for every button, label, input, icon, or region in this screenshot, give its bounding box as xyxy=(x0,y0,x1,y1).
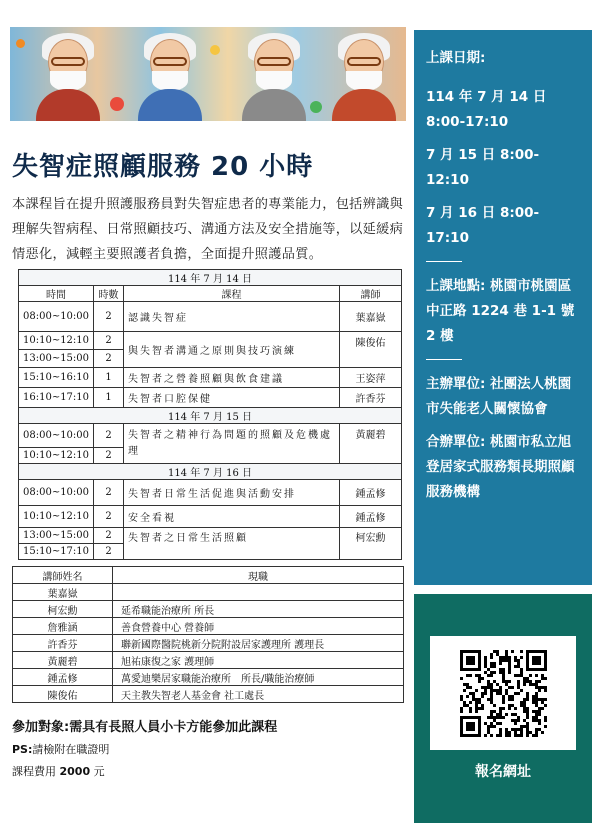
table-row xyxy=(13,635,404,652)
table-row xyxy=(13,652,404,669)
hours-cell: 1 xyxy=(94,368,124,388)
elderly-painter-figure xyxy=(238,33,310,121)
job-cell: 旭祐康復之家 護理師 xyxy=(113,652,404,669)
date-2: 7 月 15 日 8:00-12:10 xyxy=(426,147,540,188)
teacher-cell: 柯宏勳 xyxy=(340,528,402,560)
job-cell: 善食營養中心 營養師 xyxy=(113,618,404,635)
course-cell: 失智者之精神行為問題的照顧及危機處理 xyxy=(124,424,340,464)
teacher-cell: 黃麗碧 xyxy=(340,424,402,464)
table-row xyxy=(13,601,404,618)
fee-amount: 2000 xyxy=(59,765,91,778)
hours-cell: 1 xyxy=(94,388,124,408)
time-cell: 15:10~16:10 xyxy=(19,368,94,388)
fee-unit: 元 xyxy=(90,765,105,778)
teacher-cell: 葉嘉嶽 xyxy=(340,302,402,332)
ps-note xyxy=(12,741,277,757)
time-cell: 13:00~15:00 xyxy=(19,528,94,544)
time-cell: 16:10~17:10 xyxy=(19,388,94,408)
qr-code-icon[interactable] xyxy=(430,636,576,750)
elderly-painter-figure xyxy=(32,33,104,121)
date-3: 7 月 16 日 8:00-17:10 xyxy=(426,205,540,246)
instructor-table xyxy=(12,566,404,703)
course-cell: 認識失智症 xyxy=(124,302,340,332)
table-row xyxy=(13,669,404,686)
name-cell: 葉嘉嶽 xyxy=(13,584,113,601)
time-cell: 08:00~10:00 xyxy=(19,480,94,506)
elderly-painter-figure xyxy=(134,33,206,121)
time-cell: 15:10~17:10 xyxy=(19,544,94,560)
course-cell: 安全看視 xyxy=(124,506,340,528)
hours-cell: 2 xyxy=(94,332,124,350)
hours-cell: 2 xyxy=(94,448,124,464)
table-row xyxy=(19,332,402,350)
table-row xyxy=(19,302,402,332)
ps-label: PS: xyxy=(12,743,33,756)
course-cell: 與失智者溝通之原則與技巧演練 xyxy=(124,332,340,368)
register-link-label[interactable]: 報名網址 xyxy=(475,764,531,780)
hours-cell: 2 xyxy=(94,506,124,528)
teacher-cell: 陳俊佑 xyxy=(340,332,402,368)
fee-label: 課程費用 xyxy=(12,765,60,778)
table-row xyxy=(19,424,402,448)
name-cell: 陳俊佑 xyxy=(13,686,113,703)
column-header: 時間 xyxy=(19,286,94,302)
qr-code-box[interactable] xyxy=(430,636,576,750)
table-row xyxy=(19,506,402,528)
dates-label: 上課日期: xyxy=(426,50,486,66)
time-cell: 08:00~10:00 xyxy=(19,302,94,332)
hours-cell: 2 xyxy=(94,350,124,368)
teacher-cell: 鍾孟修 xyxy=(340,506,402,528)
hours-cell: 2 xyxy=(94,424,124,448)
day-header: 114 年 7 月 14 日 xyxy=(19,270,402,286)
job-cell: 延希職能治療所 所長 xyxy=(113,601,404,618)
course-cell: 失智者之營養照顧與飲食建議 xyxy=(124,368,340,388)
job-cell: 萬愛迪樂居家職能治療所 所長/職能治療師 xyxy=(113,669,404,686)
job-cell xyxy=(113,584,404,601)
course-intro: 本課程旨在提升照護服務員對失智症患者的專業能力，包括辨識與理解失智病程、日常照顧技巧、溝通方法及安全措施等，以延緩病情惡化，減輕主要照護者負擔，全面提升照護品質。 xyxy=(12,197,404,262)
time-cell: 13:00~15:00 xyxy=(19,350,94,368)
table-row xyxy=(13,584,404,601)
course-cell: 失智者口腔保健 xyxy=(124,388,340,408)
table-row xyxy=(19,528,402,544)
teacher-cell: 鍾孟修 xyxy=(340,480,402,506)
name-cell: 黃麗碧 xyxy=(13,652,113,669)
hours-cell: 2 xyxy=(94,302,124,332)
column-header: 課程 xyxy=(124,286,340,302)
column-header: 講師姓名 xyxy=(13,567,113,584)
time-cell: 10:10~12:10 xyxy=(19,506,94,528)
course-cell: 失智者日常生活促進與活動安排 xyxy=(124,480,340,506)
notes-section xyxy=(12,716,277,779)
banner-illustration xyxy=(10,27,406,121)
co-organizer: 合辦單位: 桃園市私立旭登居家式服務類長期照顧服務機構 xyxy=(426,434,575,500)
name-cell: 許香芬 xyxy=(13,635,113,652)
hours-cell: 2 xyxy=(94,544,124,560)
time-cell: 08:00~10:00 xyxy=(19,424,94,448)
divider xyxy=(426,359,462,360)
registration-panel xyxy=(414,594,592,823)
info-sidebar xyxy=(414,30,592,585)
table-row xyxy=(13,618,404,635)
column-header: 講師 xyxy=(340,286,402,302)
name-cell: 鍾孟修 xyxy=(13,669,113,686)
elderly-painter-figure xyxy=(328,33,400,121)
teacher-cell: 王姿萍 xyxy=(340,368,402,388)
teacher-cell: 許香芬 xyxy=(340,388,402,408)
job-cell: 天主教失智老人基金會 社工處長 xyxy=(113,686,404,703)
table-row xyxy=(19,368,402,388)
column-header: 現職 xyxy=(113,567,404,584)
location: 上課地點: 桃園市桃園區中正路 1224 巷 1-1 號 2 樓 xyxy=(426,278,575,344)
table-row xyxy=(19,388,402,408)
divider xyxy=(426,261,462,262)
date-1: 114 年 7 月 14 日 8:00-17:10 xyxy=(426,89,547,130)
page-title: 失智症照顧服務 20 小時 xyxy=(12,152,314,182)
schedule-table xyxy=(18,269,402,560)
target-audience: 參加對象:需具有長照人員小卡方能參加此課程 xyxy=(12,720,278,735)
day-header: 114 年 7 月 15 日 xyxy=(19,408,402,424)
name-cell: 柯宏勳 xyxy=(13,601,113,618)
table-row xyxy=(19,480,402,506)
table-row xyxy=(13,686,404,703)
ps-text: 請檢附在職證明 xyxy=(32,743,110,756)
time-cell: 10:10~12:10 xyxy=(19,448,94,464)
name-cell: 詹雅涵 xyxy=(13,618,113,635)
course-fee xyxy=(12,763,277,779)
course-cell: 失智者之日常生活照顧 xyxy=(124,528,340,560)
hours-cell: 2 xyxy=(94,528,124,544)
day-header: 114 年 7 月 16 日 xyxy=(19,464,402,480)
column-header: 時數 xyxy=(94,286,124,302)
organizer: 主辦單位: 社團法人桃園市失能老人關懷協會 xyxy=(426,376,572,417)
hours-cell: 2 xyxy=(94,480,124,506)
job-cell: 聯新國際醫院桃新分院附設居家護理所 護理長 xyxy=(113,635,404,652)
time-cell: 10:10~12:10 xyxy=(19,332,94,350)
